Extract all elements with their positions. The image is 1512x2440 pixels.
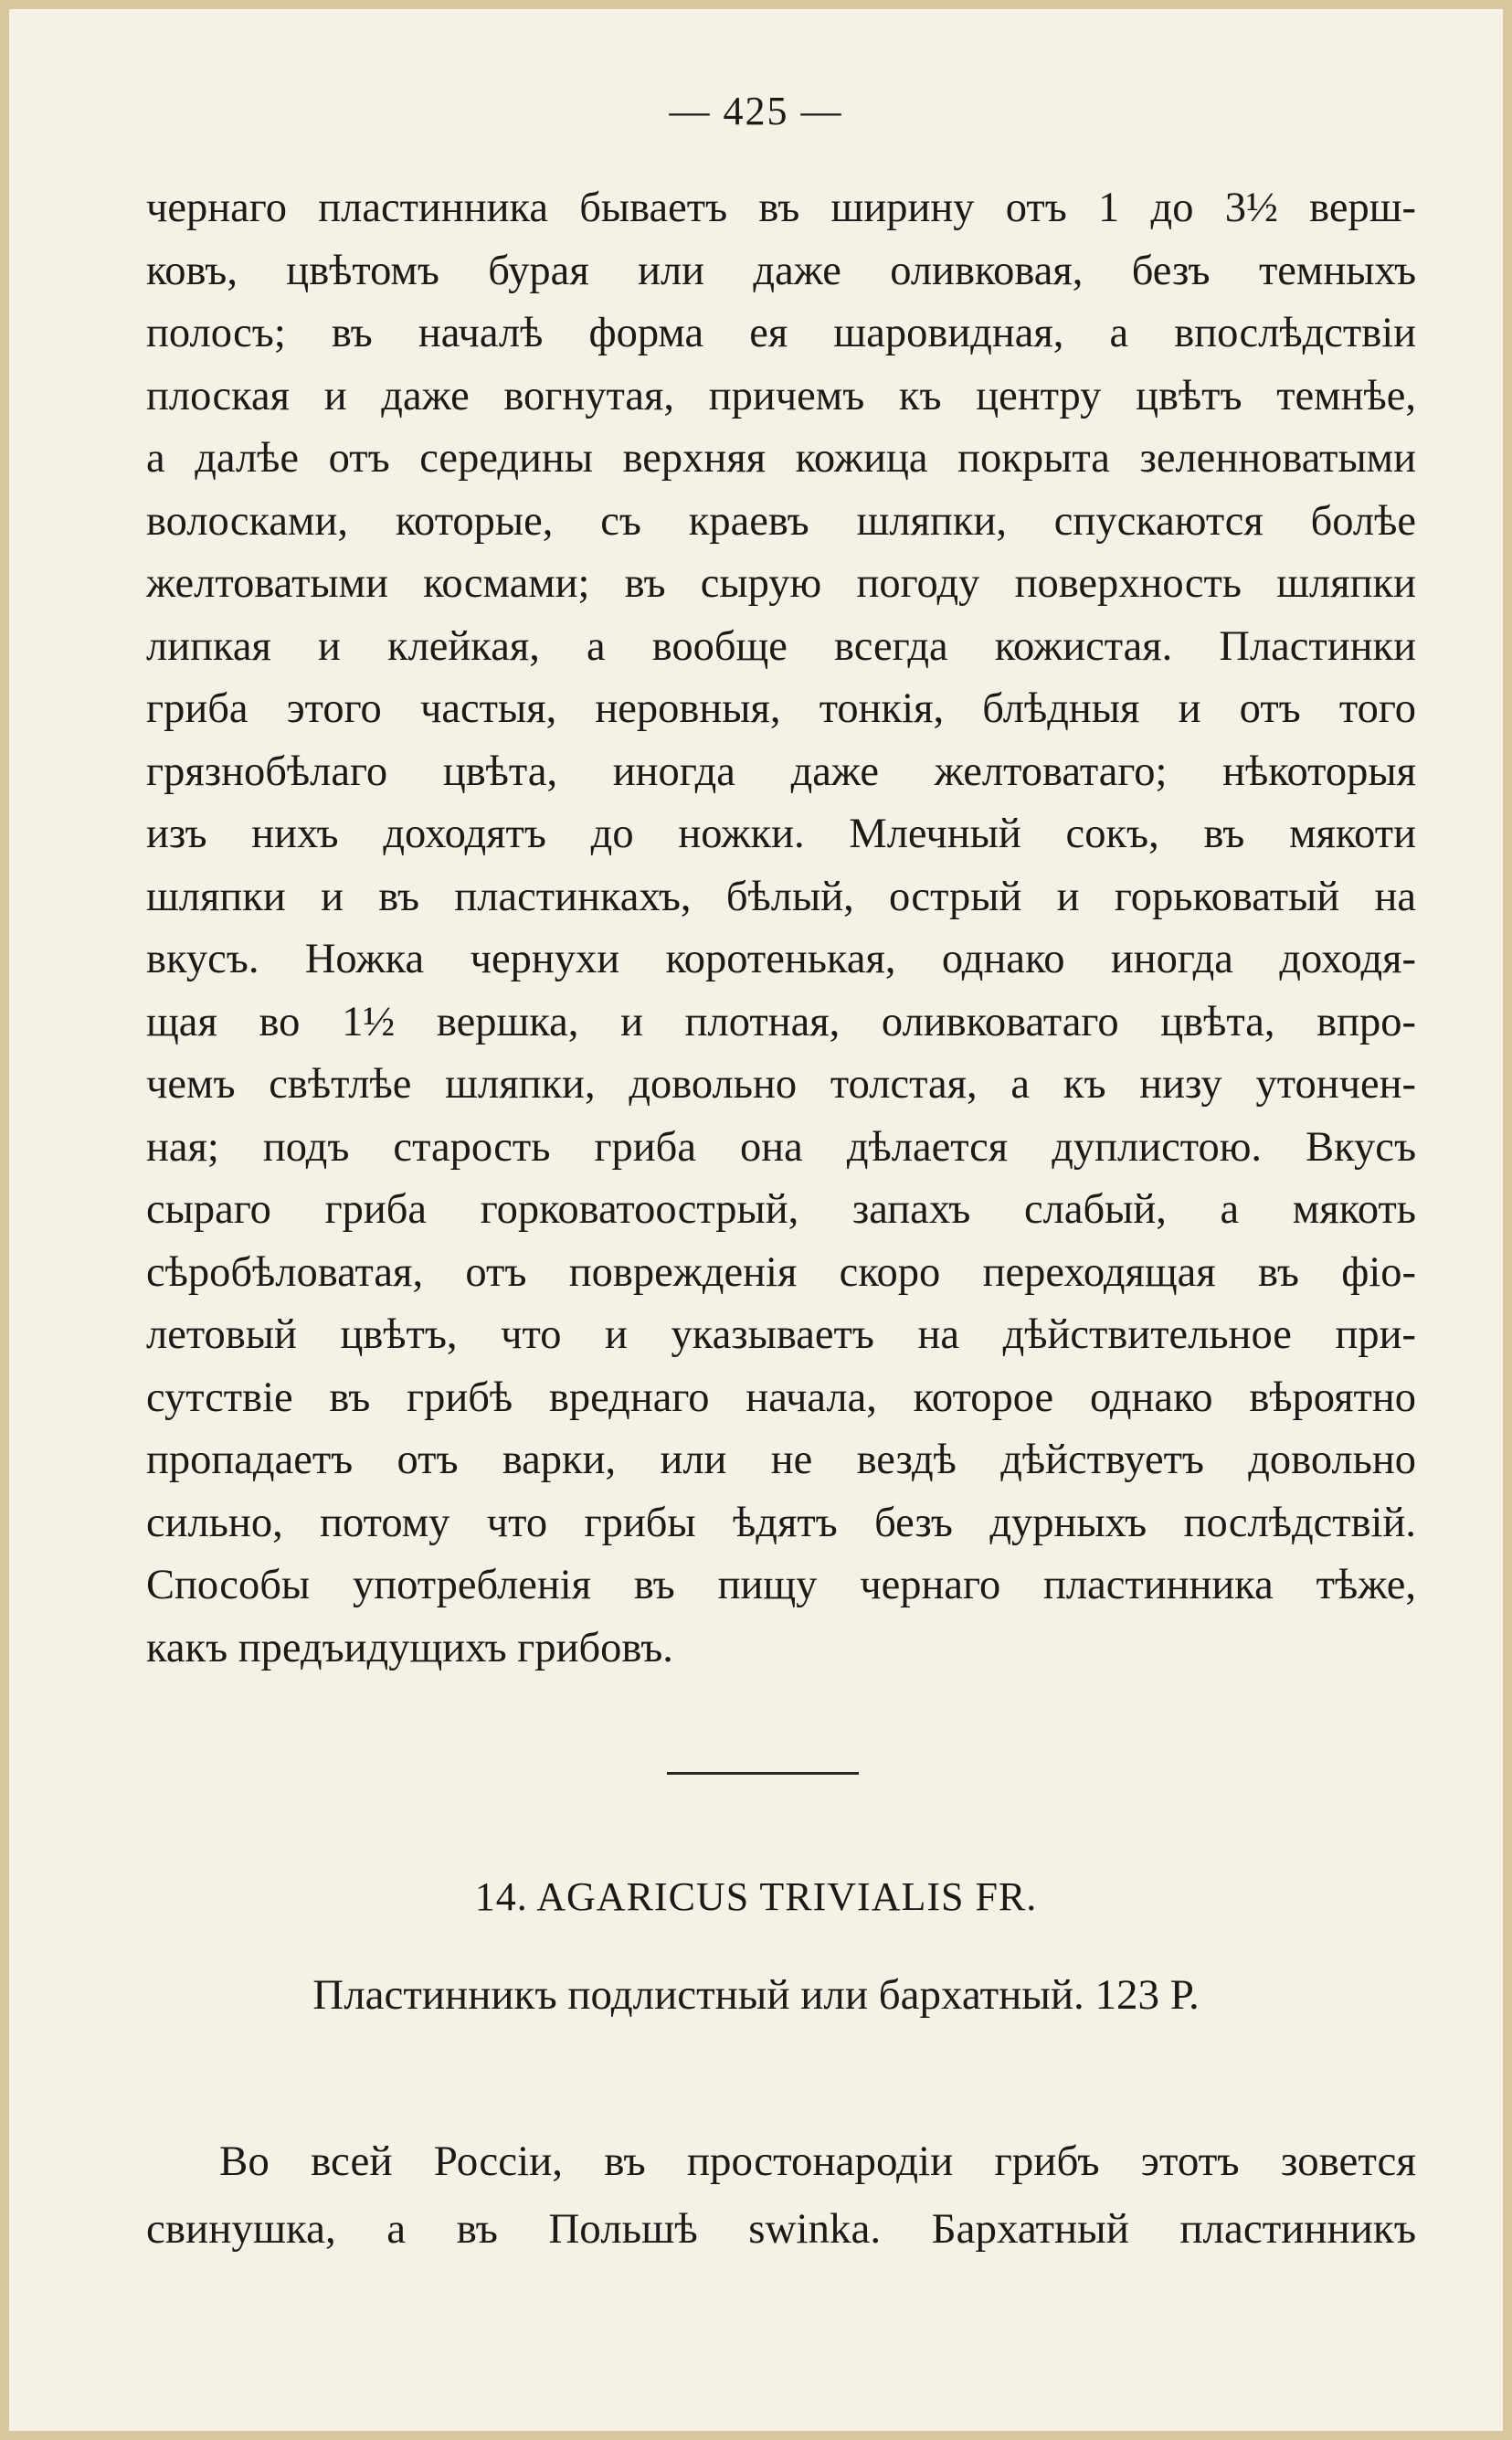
text-line: ковъ, цвѣтомъ бурая или даже оливковая, безъ темныхъ [146,247,1416,294]
text-line: сѣробѣловатая, отъ поврежденія скоро переходящая въ фіо- [146,1248,1416,1296]
text-line: щая во 1½ вершка, и плотная, оливковатаго цвѣта, впро- [146,998,1416,1045]
text-line: сутствіе въ грибѣ вреднаго начала, которое однако вѣроятно [146,1374,1416,1421]
text-line: Способы употребленія въ пищу чернаго пластинника тѣже, [146,1562,1416,1608]
text-line: желтоватыми космами; въ сырую погоду поверхность шляпки [146,560,1416,607]
page-number: — 425 — [669,89,843,133]
text-line: какъ предъидущихъ грибовъ. [146,1624,673,1671]
section-divider [667,1772,859,1775]
species-common-name: Пластинникъ подлистный или бархатный. 123 Р. [312,1971,1200,2019]
text-line: изъ нихъ доходятъ до ножки. Млечный сокъ, въ мякоти [146,811,1416,857]
text-line: а далѣе отъ середины верхняя кожица покрыта зеленноватыми [146,435,1416,482]
text-line: волосками, которые, съ краевъ шляпки, спускаются болѣе [146,497,1416,545]
text-line: свинушка, а въ Польшѣ swinka. Бархатный пластинникъ [146,2205,1416,2253]
species-heading: 14. AGARICUS TRIVIALIS FR. [474,1874,1038,1919]
text-line: ная; подъ старость гриба она дѣлается дуплистою. Вкусъ [146,1123,1416,1171]
text-line: летовый цвѣтъ, что и указываетъ на дѣйствительное при- [146,1311,1416,1358]
text-line: пропадаетъ отъ варки, или не вездѣ дѣйствуетъ довольно [146,1437,1416,1483]
text-line: вкусъ. Ножка чернухи коротенькая, однако иногда доходя- [146,936,1416,982]
paragraph-2 [146,2127,1416,2263]
text-line: полосъ; въ началѣ форма ея шаровидная, а впослѣдствіи [146,310,1416,356]
text-line: чернаго пластинника бываетъ въ ширину отъ 1 до 3½ верш- [146,185,1416,231]
text-line: липкая и клейкая, а вообще всегда кожистая. Пластинки [146,622,1416,670]
paragraph-1 [146,177,1416,1680]
text-line: плоская и даже вогнутая, причемъ къ центру цвѣтъ темнѣе, [146,372,1416,419]
text-line: грязнобѣлаго цвѣта, иногда даже желтоватаго; нѣкоторыя [146,748,1416,795]
text-line: Во всей Россіи, въ простонародіи грибъ этотъ зовется [219,2138,1416,2185]
text-line: чемъ свѣтлѣе шляпки, довольно толстая, а къ низу утончен- [146,1061,1416,1108]
text-line: сильно, потому что грибы ѣдятъ безъ дурныхъ послѣдствій. [146,1499,1416,1546]
text-line: гриба этого частыя, неровныя, тонкія, блѣдныя и отъ того [146,685,1416,732]
text-line: шляпки и въ пластинкахъ, бѣлый, острый и горьковатый на [146,873,1416,920]
text-line: сыраго гриба горковатоострый, запахъ слабый, а мякоть [146,1186,1416,1233]
